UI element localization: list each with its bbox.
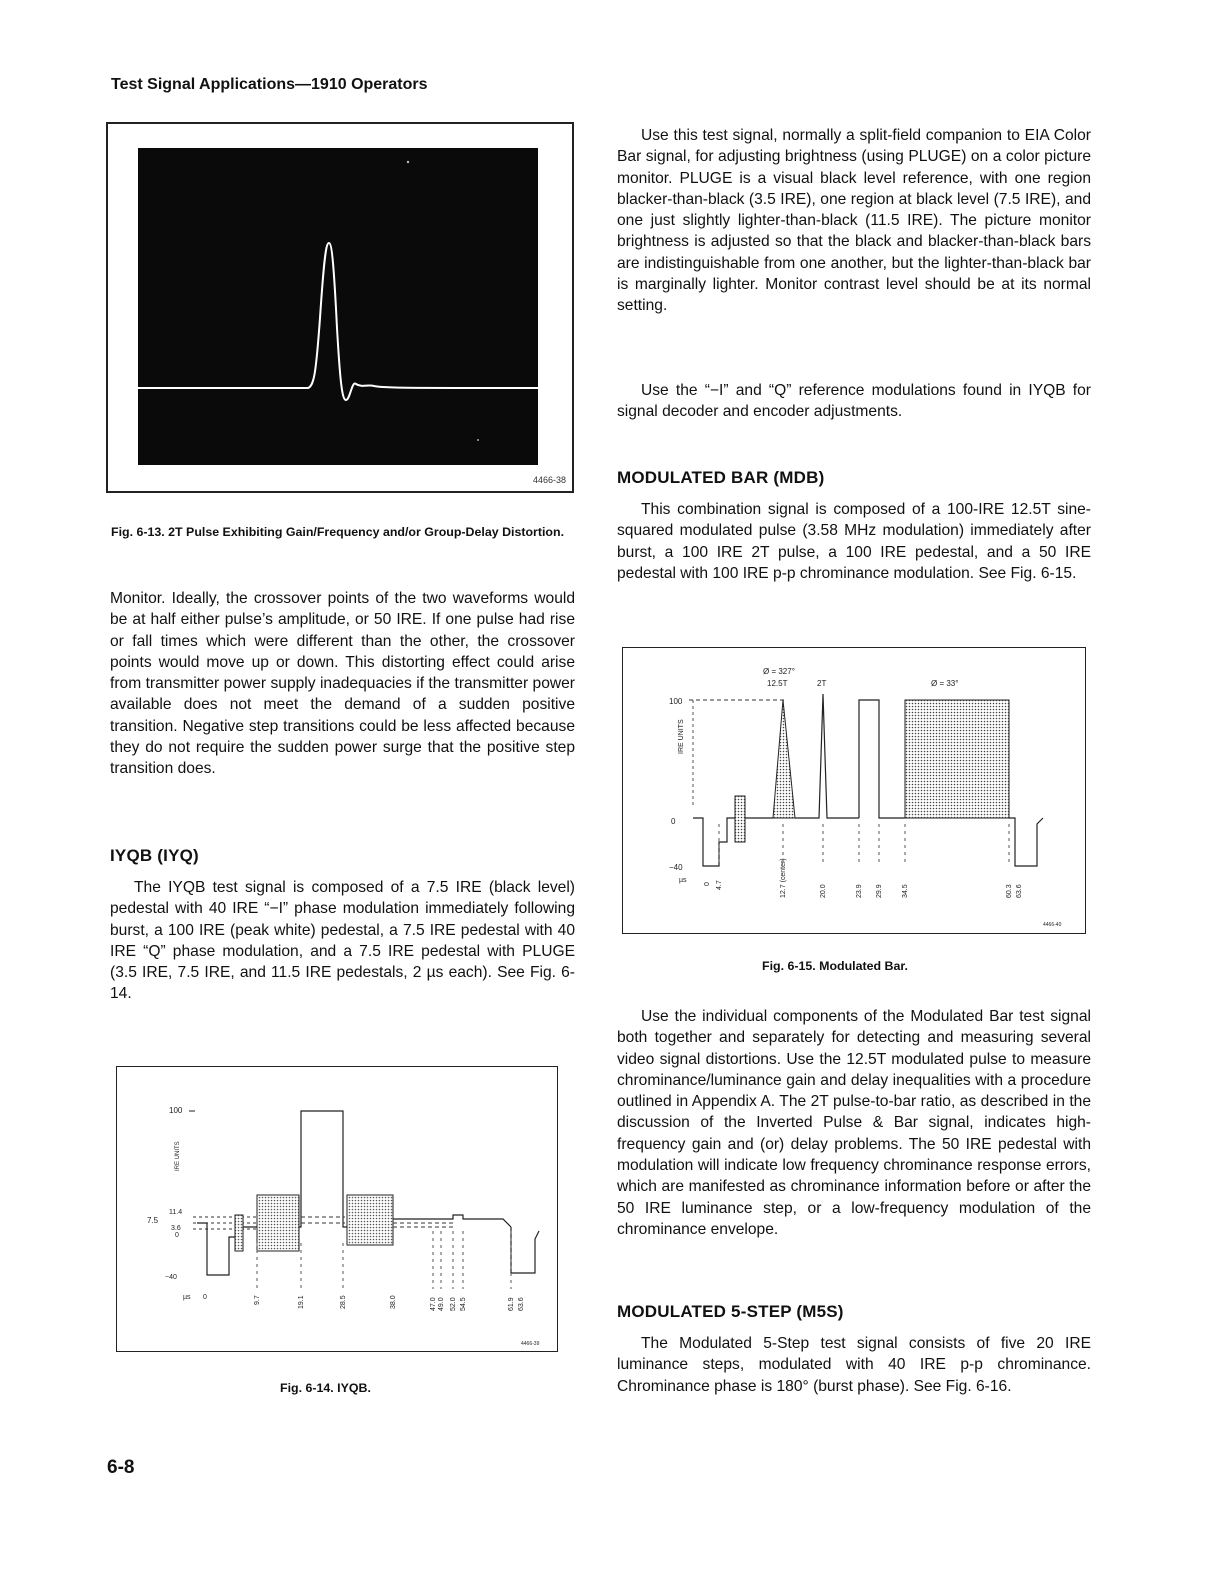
- figure-6-13: [106, 122, 574, 493]
- paragraph-text: Use this test signal, normally a split-field companion to EIA Color Bar signal, for adjusting brightness (using PLUGE) on a color picture monitor. PLUGE is a visual black level reference, with one region blacker-than-black (3.5 IRE), one region at black level (7.5 IRE), and one just slightly lighter-than-black (11.5 IRE). The picture monitor brightness is adjusted so that the black and blacker-than-black bars are indistinguishable from one another, but the lighter-than-black bar is marginally lighter. Monitor contrast level should be at its normal setting.: [617, 127, 1091, 315]
- axis-label: IRE UNITS: [678, 719, 685, 754]
- figure-code: 4466-39: [521, 1341, 540, 1347]
- page-number: 6-8: [107, 1457, 135, 1478]
- tick-label: 100: [669, 697, 683, 706]
- body-paragraph: [110, 588, 575, 780]
- running-head: Test Signal Applications—1910 Operators: [111, 76, 428, 93]
- paragraph-text: Use the individual components of the Modulated Bar test signal both together and separately for detecting and measuring several video signal distortions. Use the 12.5T modulated pulse to measure chrominance/luminance gain and delay inequalities with a procedure outlined in Appendix A. The 2T pulse-to-bar ratio, as described in the discussion of the Inverted Pulse & Bar signal, indicates high-frequency gain and (or) delay problems. The 50 IRE pedestal with modulation will indicate low frequency chrominance response errors, which are manifested as chrominance information before or after the 50 IRE luminance step, or a low-frequency modulation of the chrominance envelope.: [617, 1008, 1091, 1238]
- scope-waveform: [138, 148, 538, 465]
- axis-unit: µs: [679, 877, 687, 884]
- figure-6-15: [622, 647, 1086, 934]
- body-paragraph: [617, 380, 1091, 423]
- paragraph-text: The IYQB test signal is composed of a 7.5 IRE (black level) pedestal with 40 IRE “−I” phase modulation immediately following burst, a 100 IRE (peak white) pedestal, a 7.5 IRE pedestal with 40 IRE “Q” phase modulation, and a 7.5 IRE pedestal with PLUGE (3.5 IRE, 7.5 IRE, and 11.5 IRE pedestals, 2 µs each). See Fig. 6-14.: [110, 879, 575, 1003]
- tick-label: 60.3: [1006, 884, 1013, 898]
- section-heading-mdb: MODULATED BAR (MDB): [617, 468, 825, 487]
- figure-caption: Fig. 6-15. Modulated Bar.: [762, 959, 908, 973]
- tick-label: 4.7: [716, 880, 723, 890]
- paragraph-text: Monitor. Ideally, the crossover points of the two waveforms would be at half either pulse’s amplitude, or 50 IRE. If one pulse had rise or fall times which were different than the other, the crossover points would move up or down. This distorting effect could arise from transmitter power supply inadequacies if the transmitter power available does not meet the demand of a sudden positive transition. Negative step transitions could be less affected because they do not require the sudden power surge that the positive step transition does.: [110, 590, 575, 778]
- tick-label: 12.7 (center): [780, 858, 787, 898]
- tick-label: 0: [671, 817, 676, 826]
- tick-label: 0: [175, 1232, 179, 1239]
- pulse-phase-label: Ø = 327°: [763, 667, 795, 676]
- axis-label: IRE UNITS: [175, 1141, 181, 1171]
- figure-6-14: [116, 1066, 558, 1352]
- figure-caption: Fig. 6-14. IYQB.: [280, 1381, 371, 1395]
- tick-label: 52.0: [450, 1297, 457, 1311]
- tick-label: 19.1: [298, 1295, 305, 1309]
- tick-label: 54.5: [460, 1297, 467, 1311]
- tick-label: 47.0: [430, 1297, 437, 1311]
- tick-label: 3.6: [171, 1225, 181, 1232]
- tick-label: 9.7: [254, 1295, 261, 1305]
- figure-code: 4466-40: [1043, 922, 1062, 928]
- pulse2-label: 2T: [817, 679, 827, 688]
- iyqb-waveform: [117, 1067, 557, 1351]
- tick-label: 7.5: [147, 1216, 159, 1225]
- figure-code: 4466-38: [532, 475, 566, 485]
- tick-label: 100: [169, 1106, 183, 1115]
- axis-unit: µs: [183, 1294, 191, 1301]
- body-paragraph: [617, 125, 1091, 317]
- tick-label: 29.9: [876, 884, 883, 898]
- tick-label: 63.6: [1016, 884, 1023, 898]
- tick-label: 61.9: [508, 1297, 515, 1311]
- body-paragraph: [617, 1333, 1091, 1397]
- body-paragraph: [110, 877, 575, 1005]
- figure-caption: Fig. 6-13. 2T Pulse Exhibiting Gain/Frequency and/or Group-Delay Distortion.: [111, 525, 565, 539]
- tick-label: 49.0: [438, 1297, 445, 1311]
- section-heading-m5s: MODULATED 5-STEP (M5S): [617, 1302, 844, 1321]
- section-heading-iyqb: IYQB (IYQ): [110, 846, 199, 865]
- tick-label: 34.5: [902, 884, 909, 898]
- body-paragraph: [617, 499, 1091, 584]
- body-paragraph: [617, 1006, 1091, 1240]
- bar-phase-label: Ø = 33°: [931, 679, 959, 688]
- tick-label: 63.6: [518, 1297, 525, 1311]
- paragraph-text: The Modulated 5-Step test signal consists of five 20 IRE luminance steps, modulated with 40 IRE p-p chrominance. Chrominance phase is 180° (burst phase). See Fig. 6-16.: [617, 1335, 1091, 1395]
- tick-label: 20.0: [820, 884, 827, 898]
- tick-label: 11.4: [169, 1209, 183, 1216]
- paragraph-text: This combination signal is composed of a 100-IRE 12.5T sine-squared modulated pulse (3.58 MHz modulation) immediately after burst, a 100 IRE 2T pulse, a 100 IRE pedestal, and a 50 IRE pedestal with 100 IRE p-p chrominance modulation. See Fig. 6-15.: [617, 501, 1091, 582]
- tick-label: 28.5: [340, 1295, 347, 1309]
- tick-label: 38.0: [390, 1295, 397, 1309]
- pulse-label: 12.5T: [767, 679, 788, 688]
- tick-label: 0: [704, 882, 711, 886]
- paragraph-text: Use the “−I” and “Q” reference modulations found in IYQB for signal decoder and encoder adjustments.: [617, 382, 1091, 421]
- tick-label: 0: [203, 1294, 207, 1301]
- tick-label: −40: [165, 1274, 177, 1281]
- scope-screen: [138, 148, 538, 465]
- modulated-bar-waveform: [623, 648, 1085, 933]
- tick-label: −40: [669, 863, 683, 872]
- tick-label: 23.9: [856, 884, 863, 898]
